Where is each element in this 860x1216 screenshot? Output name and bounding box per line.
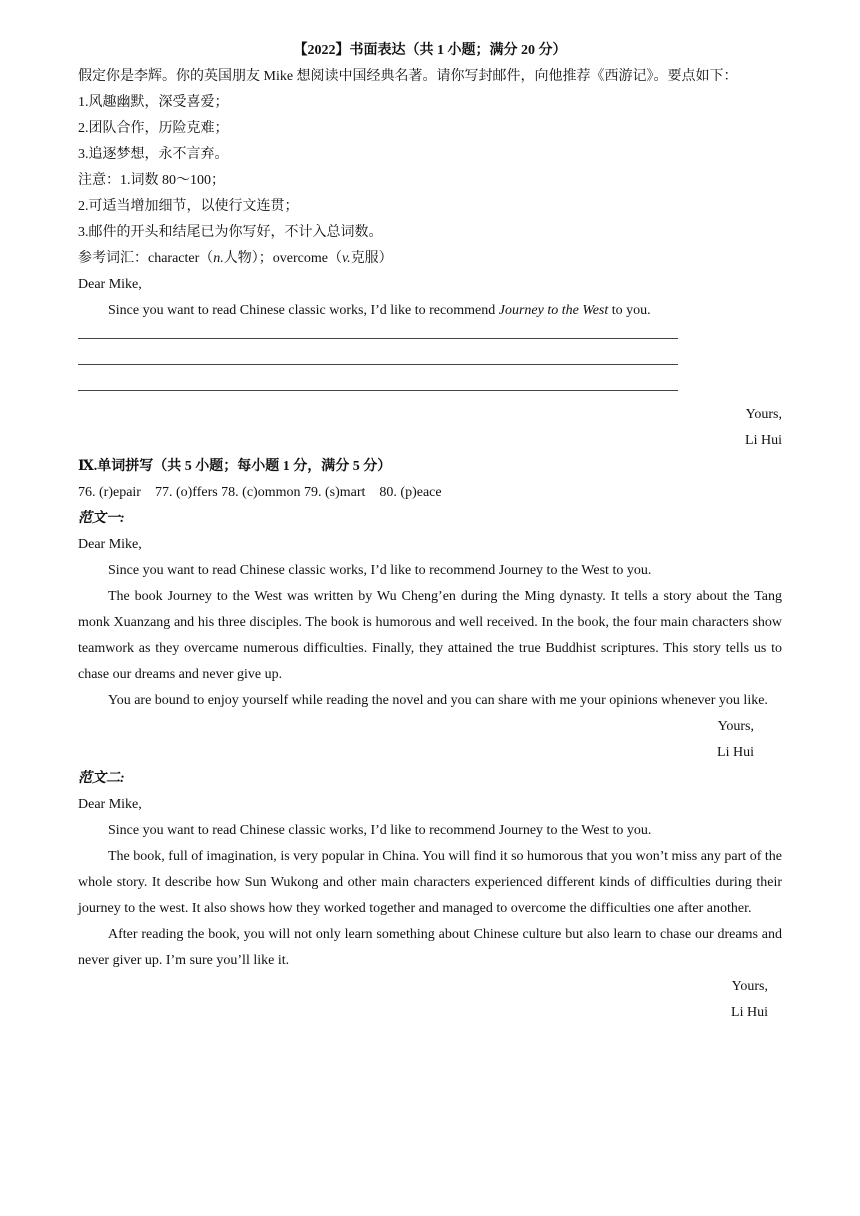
sample-closing: Yours, <box>731 979 768 994</box>
vocab-text: 人物）；overcome（ <box>223 251 342 266</box>
sample-label: 范文二: <box>78 771 125 786</box>
sample-paragraph: After reading the book, you will not only learn something about Chinese culture but also learn to chase our dreams and never giver up. I’m sure you’ll like it. <box>78 927 782 968</box>
sample-paragraph: Since you want to read Chinese classic works, I’d like to recommend Journey to the West to you. <box>108 823 652 838</box>
book-title: Journey to the West <box>498 303 609 318</box>
sample-signature: Li Hui <box>717 745 754 760</box>
sample-greeting: Dear Mike, <box>78 537 142 552</box>
answer-line[interactable] <box>78 324 782 350</box>
vocab-text: 克服） <box>350 251 393 266</box>
sample-paragraph: The book, full of imagination, is very popular in China. You will find it so humorous that you won’t miss any part of the whole story. It describe how Sun Wukong and other main characters experienced different kinds of difficulties during their journey to the west. It also shows how they worked together and managed to overcome the difficulties one after another. <box>78 849 782 916</box>
spelling-answers: 76. (r)epair 77. (o)ffers 78. (c)ommon 79. (s)mart 80. (p)eace <box>78 485 442 500</box>
vocab-pos: v. <box>342 251 351 266</box>
prompt-point: 2.团队合作，历险克难； <box>78 121 229 136</box>
prompt-intro: 假定你是李辉。你的英国朋友 Mike 想阅读中国经典名著。请你写封邮件，向他推荐《西游记》。要点如下： <box>78 69 738 84</box>
prompt-note: 注意：1.词数 80～100； <box>78 173 225 188</box>
sample-paragraph: Since you want to read Chinese classic works, I’d like to recommend Journey to the West to you. <box>108 563 652 578</box>
opening-text: to you. <box>608 303 651 318</box>
letter-closing: Yours, <box>745 407 782 422</box>
sample-paragraph: The book Journey to the West was written by Wu Cheng’en during the Ming dynasty. It tells a story about the Tang monk Xuanzang and his three disciples. The book is humorous and well received. In the book, the four main characters show teamwork as they overcame numerous difficulties. Finally, they attained the true Buddhist scriptures. This story tells us to chase our dreams and never give up. <box>78 589 782 682</box>
sample-greeting: Dear Mike, <box>78 797 142 812</box>
prompt-note: 3.邮件的开头和结尾已为你写好，不计入总词数。 <box>78 225 383 240</box>
answer-line[interactable] <box>78 376 782 402</box>
prompt-point: 3.追逐梦想，永不言弃。 <box>78 147 229 162</box>
vocab-text: 参考词汇：character（ <box>78 251 214 266</box>
prompt-point: 1.风趣幽默，深受喜爱； <box>78 95 229 110</box>
answer-line[interactable] <box>78 350 782 376</box>
section-heading: Ⅸ.单词拼写（共 5 小题；每小题 1 分，满分 5 分） <box>78 459 392 474</box>
opening-text: Since you want to read Chinese classic works, I’d like to recommend <box>108 303 499 318</box>
vocab-pos: n. <box>213 251 224 266</box>
sample-paragraph: You are bound to enjoy yourself while reading the novel and you can share with me your opinions whenever you like. <box>108 693 768 708</box>
letter-greeting: Dear Mike, <box>78 277 142 292</box>
document-page <box>78 38 782 1026</box>
letter-opening <box>78 298 782 324</box>
sample-closing: Yours, <box>717 719 754 734</box>
sample-label: 范文一: <box>78 511 125 526</box>
vocab-hint <box>78 246 782 272</box>
sample-signature: Li Hui <box>731 1005 768 1020</box>
letter-signature: Li Hui <box>745 433 782 448</box>
prompt-note: 2.可适当增加细节，以使行文连贯； <box>78 199 299 214</box>
page-title: 【2022】书面表达（共 1 小题；满分 20 分） <box>293 43 567 58</box>
